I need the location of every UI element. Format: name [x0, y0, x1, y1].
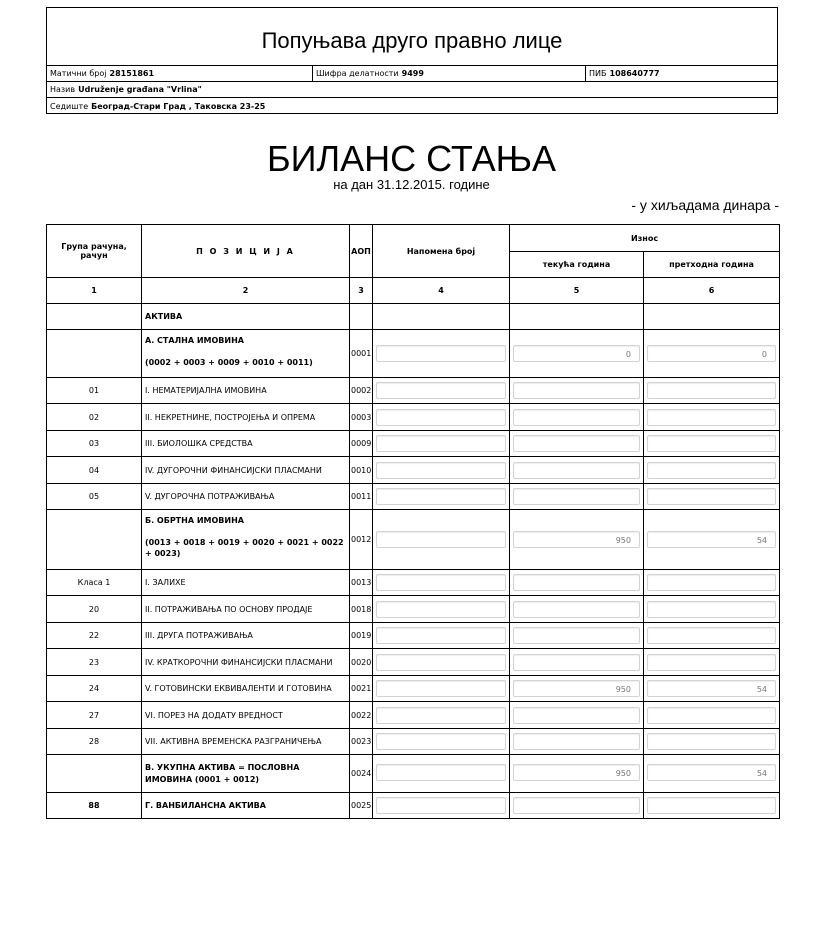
aktiva-label: АКТИВА — [142, 304, 350, 330]
row-group — [47, 755, 142, 793]
row-position — [142, 404, 350, 431]
row-note-cell — [373, 378, 510, 404]
row-position-title: А. СТАЛНА ИМОВИНА — [145, 336, 244, 345]
previous-year-input[interactable] — [647, 654, 776, 671]
row-group: 05 — [47, 484, 142, 510]
row-note-cell — [373, 702, 510, 729]
table-row — [47, 702, 780, 729]
column-number-row — [47, 278, 780, 304]
row-prev-cell — [644, 378, 780, 404]
row-group — [47, 510, 142, 570]
row-position-title: II. НЕКРЕТНИНЕ, ПОСТРОЈЕЊА И ОПРЕМА — [145, 412, 316, 422]
row-group: 88 — [47, 793, 142, 819]
row-note-cell — [373, 404, 510, 431]
row-prev-cell — [644, 404, 780, 431]
row-group: 20 — [47, 596, 142, 623]
row-prev-cell — [644, 431, 780, 457]
table-row — [47, 729, 780, 755]
row-cur-cell — [510, 484, 644, 510]
row-note-cell — [373, 570, 510, 596]
row-prev-cell — [644, 755, 780, 793]
col-num-3: 3 — [350, 278, 373, 304]
row-prev-cell — [644, 623, 780, 649]
row-group: 27 — [47, 702, 142, 729]
current-year-input[interactable] — [513, 409, 640, 426]
row-cur-cell — [510, 457, 644, 484]
row-note-cell — [373, 729, 510, 755]
note-input[interactable] — [376, 531, 506, 548]
naziv-value: Udruženje građana "Vrlina" — [78, 85, 202, 94]
previous-year-input[interactable]: 54 — [647, 764, 776, 781]
row-position — [142, 596, 350, 623]
row-aop: 0002 — [350, 378, 373, 404]
row-position-title: II. ПОТРАЖИВАЊА ПО ОСНОВУ ПРОДАЈЕ — [145, 604, 313, 614]
row-position-title: В. УКУПНА АКТИВА = ПОСЛОВНА ИМОВИНА (0001 + 0012) — [145, 762, 300, 784]
row-position-title: VI. ПОРЕЗ НА ДОДАТУ ВРЕДНОСТ — [145, 710, 283, 720]
current-year-input[interactable] — [513, 488, 640, 505]
row-position-title: Б. ОБРТНА ИМОВИНА — [145, 516, 244, 525]
row-cur-cell — [510, 570, 644, 596]
row-position — [142, 330, 350, 378]
row-note-cell — [373, 484, 510, 510]
row-aop: 0003 — [350, 404, 373, 431]
current-year-input[interactable] — [513, 601, 640, 618]
note-input[interactable] — [376, 654, 506, 671]
row-note-cell — [373, 596, 510, 623]
row-group: 24 — [47, 676, 142, 702]
row-prev-cell — [644, 649, 780, 676]
col-aop-header: АОП — [350, 225, 373, 278]
row-position-title: IV. КРАТКОРОЧНИ ФИНАНСИЈСКИ ПЛАСМАНИ — [145, 657, 333, 667]
table-row — [47, 596, 780, 623]
current-year-input[interactable] — [513, 627, 640, 644]
previous-year-input[interactable] — [647, 707, 776, 724]
previous-year-input[interactable] — [647, 601, 776, 618]
row-cur-cell — [510, 729, 644, 755]
row-position — [142, 649, 350, 676]
row-group: 28 — [47, 729, 142, 755]
row-note-cell — [373, 676, 510, 702]
col-previous-header: претходна година — [644, 252, 780, 278]
table-row — [47, 623, 780, 649]
note-input[interactable] — [376, 601, 506, 618]
header-ids-row — [47, 66, 777, 82]
row-prev-cell — [644, 510, 780, 570]
pib-value: 108640777 — [609, 69, 660, 78]
row-group: 23 — [47, 649, 142, 676]
current-year-input[interactable] — [513, 462, 640, 479]
row-note-cell — [373, 457, 510, 484]
note-input[interactable] — [376, 680, 506, 697]
row-position-title: VII. АКТИВНА ВРЕМЕНСКА РАЗГРАНИЧЕЊА — [145, 737, 322, 746]
current-year-input[interactable]: 950 — [513, 764, 640, 781]
note-input[interactable] — [376, 764, 506, 781]
note-input[interactable] — [376, 797, 506, 814]
row-group: Класа 1 — [47, 570, 142, 596]
row-prev-cell — [644, 570, 780, 596]
sediste-value: Београд-Стари Град , Таковска 23-25 — [91, 101, 266, 111]
row-aop: 0020 — [350, 649, 373, 676]
col-note-header: Напомена број — [373, 225, 510, 278]
previous-year-input[interactable] — [647, 488, 776, 505]
row-cur-cell — [510, 404, 644, 431]
row-aop: 0010 — [350, 457, 373, 484]
row-position — [142, 570, 350, 596]
previous-year-input[interactable]: 54 — [647, 680, 776, 697]
note-input[interactable] — [376, 627, 506, 644]
row-position-title: IV. ДУГОРОЧНИ ФИНАНСИЈСКИ ПЛАСМАНИ — [145, 465, 322, 475]
current-year-input[interactable] — [513, 574, 640, 591]
previous-year-input[interactable]: 54 — [647, 531, 776, 548]
row-aop: 0013 — [350, 570, 373, 596]
row-note-cell — [373, 431, 510, 457]
row-group: 03 — [47, 431, 142, 457]
table-row — [47, 484, 780, 510]
registration-number — [47, 66, 312, 81]
note-input[interactable] — [376, 345, 506, 362]
row-group: 04 — [47, 457, 142, 484]
previous-year-input[interactable] — [647, 382, 776, 399]
row-note-cell — [373, 623, 510, 649]
row-prev-cell — [644, 793, 780, 819]
table-row — [47, 793, 780, 819]
mb-label: Матични број — [50, 69, 107, 78]
row-group — [47, 330, 142, 378]
col-amount-header: Износ — [510, 225, 780, 252]
col-num-5: 5 — [510, 278, 644, 304]
note-input[interactable] — [376, 488, 506, 505]
row-position — [142, 793, 350, 819]
row-position-title: Г. ВАНБИЛАНСНА АКТИВА — [145, 801, 266, 810]
previous-year-input[interactable] — [647, 797, 776, 814]
note-input[interactable] — [376, 707, 506, 724]
row-position — [142, 676, 350, 702]
row-group: 01 — [47, 378, 142, 404]
row-prev-cell — [644, 702, 780, 729]
row-aop: 0025 — [350, 793, 373, 819]
row-group: 02 — [47, 404, 142, 431]
row-position — [142, 729, 350, 755]
row-cur-cell — [510, 431, 644, 457]
previous-year-input[interactable] — [647, 733, 776, 750]
row-note-cell — [373, 330, 510, 378]
row-cur-cell — [510, 793, 644, 819]
sd-value: 9499 — [401, 69, 424, 78]
document-date: на дан 31.12.2015. године — [333, 177, 490, 192]
current-year-input[interactable] — [513, 382, 640, 399]
row-aop: 0021 — [350, 676, 373, 702]
row-position-title: III. БИОЛОШКА СРЕДСТВА — [145, 439, 253, 448]
row-cur-cell — [510, 755, 644, 793]
balance-rows — [47, 330, 780, 819]
row-aop: 0023 — [350, 729, 373, 755]
note-input[interactable] — [376, 382, 506, 399]
table-row — [47, 755, 780, 793]
row-note-cell — [373, 793, 510, 819]
org-seat — [47, 98, 265, 114]
header-seat-row — [47, 98, 777, 114]
table-row — [47, 510, 780, 570]
row-position — [142, 755, 350, 793]
note-input[interactable] — [376, 435, 506, 452]
row-aop: 0019 — [350, 623, 373, 649]
row-note-cell — [373, 649, 510, 676]
current-year-input[interactable] — [513, 654, 640, 671]
current-year-input[interactable] — [513, 707, 640, 724]
row-position — [142, 623, 350, 649]
pib-label: ПИБ — [589, 69, 607, 78]
row-note-cell — [373, 510, 510, 570]
table-row — [47, 431, 780, 457]
previous-year-input[interactable] — [647, 462, 776, 479]
row-aop: 0001 — [350, 330, 373, 378]
balance-sheet-table — [46, 224, 780, 819]
row-position-title: III. ДРУГА ПОТРАЖИВАЊА — [145, 631, 253, 640]
note-input[interactable] — [376, 409, 506, 426]
mb-value: 28151861 — [109, 69, 155, 78]
row-aop: 0022 — [350, 702, 373, 729]
row-position-title: V. ДУГОРОЧНА ПОТРАЖИВАЊА — [145, 492, 275, 501]
activity-code — [312, 66, 585, 81]
naziv-label: Назив — [50, 85, 76, 94]
row-cur-cell — [510, 378, 644, 404]
row-cur-cell — [510, 623, 644, 649]
table-row — [47, 378, 780, 404]
current-year-input[interactable] — [513, 733, 640, 750]
table-row — [47, 676, 780, 702]
sd-label: Шифра делатности — [316, 69, 399, 78]
col-num-1: 1 — [47, 278, 142, 304]
col-num-4: 4 — [373, 278, 510, 304]
row-cur-cell — [510, 649, 644, 676]
document-title: БИЛАНС СТАЊА — [266, 138, 557, 179]
row-prev-cell — [644, 729, 780, 755]
previous-year-input[interactable] — [647, 627, 776, 644]
current-year-input[interactable] — [513, 435, 640, 452]
row-position — [142, 702, 350, 729]
table-row — [47, 330, 780, 378]
company-header — [46, 7, 778, 114]
row-cur-cell — [510, 596, 644, 623]
header-name-row — [47, 82, 777, 98]
col-num-2: 2 — [142, 278, 350, 304]
sediste-label: Седиште — [50, 101, 89, 111]
current-year-input[interactable]: 950 — [513, 680, 640, 697]
table-row — [47, 649, 780, 676]
col-current-header: текућа година — [510, 252, 644, 278]
row-cur-cell — [510, 676, 644, 702]
note-input[interactable] — [376, 574, 506, 591]
row-position-title: V. ГОТОВИНСКИ ЕКВИВАЛЕНТИ И ГОТОВИНА — [145, 684, 332, 693]
col-num-6: 6 — [644, 278, 780, 304]
previous-year-input[interactable] — [647, 574, 776, 591]
row-position-formula: (0002 + 0003 + 0009 + 0010 + 0011) — [145, 358, 313, 367]
row-position-title: I. НЕМАТЕРИЈАЛНА ИМОВИНА — [145, 386, 267, 395]
row-cur-cell — [510, 702, 644, 729]
previous-year-input[interactable] — [647, 435, 776, 452]
col-group-header: Група рачуна, рачун — [47, 225, 142, 278]
row-note-cell — [373, 755, 510, 793]
row-prev-cell — [644, 457, 780, 484]
row-group: 22 — [47, 623, 142, 649]
row-position-title: I. ЗАЛИХЕ — [145, 578, 186, 587]
table-header-row — [47, 225, 780, 252]
row-aop: 0012 — [350, 510, 373, 570]
current-year-input[interactable]: 950 — [513, 531, 640, 548]
row-aop: 0011 — [350, 484, 373, 510]
row-position — [142, 457, 350, 484]
row-position — [142, 431, 350, 457]
row-position — [142, 484, 350, 510]
note-input[interactable] — [376, 733, 506, 750]
row-prev-cell — [644, 676, 780, 702]
aktiva-section-row — [47, 304, 780, 330]
table-row — [47, 404, 780, 431]
note-input[interactable] — [376, 462, 506, 479]
row-prev-cell — [644, 484, 780, 510]
row-aop: 0024 — [350, 755, 373, 793]
row-position-formula: (0013 + 0018 + 0019 + 0020 + 0021 + 0022 + 0023) — [145, 538, 344, 558]
row-cur-cell — [510, 510, 644, 570]
currency-unit: - у хиљадама динара - — [631, 197, 779, 213]
table-row — [47, 570, 780, 596]
col-position-header: П О З И Ц И Ј А — [142, 225, 350, 278]
tax-id — [585, 66, 777, 81]
row-aop: 0009 — [350, 431, 373, 457]
row-prev-cell — [644, 330, 780, 378]
table-row — [47, 457, 780, 484]
row-position — [142, 378, 350, 404]
previous-year-input[interactable] — [647, 409, 776, 426]
row-position — [142, 510, 350, 570]
header-title: Попуњава друго правно лице — [47, 8, 777, 66]
row-cur-cell — [510, 330, 644, 378]
current-year-input[interactable] — [513, 797, 640, 814]
previous-year-input[interactable]: 0 — [647, 345, 776, 362]
current-year-input[interactable]: 0 — [513, 345, 640, 362]
row-prev-cell — [644, 596, 780, 623]
row-aop: 0018 — [350, 596, 373, 623]
org-name — [47, 82, 202, 97]
